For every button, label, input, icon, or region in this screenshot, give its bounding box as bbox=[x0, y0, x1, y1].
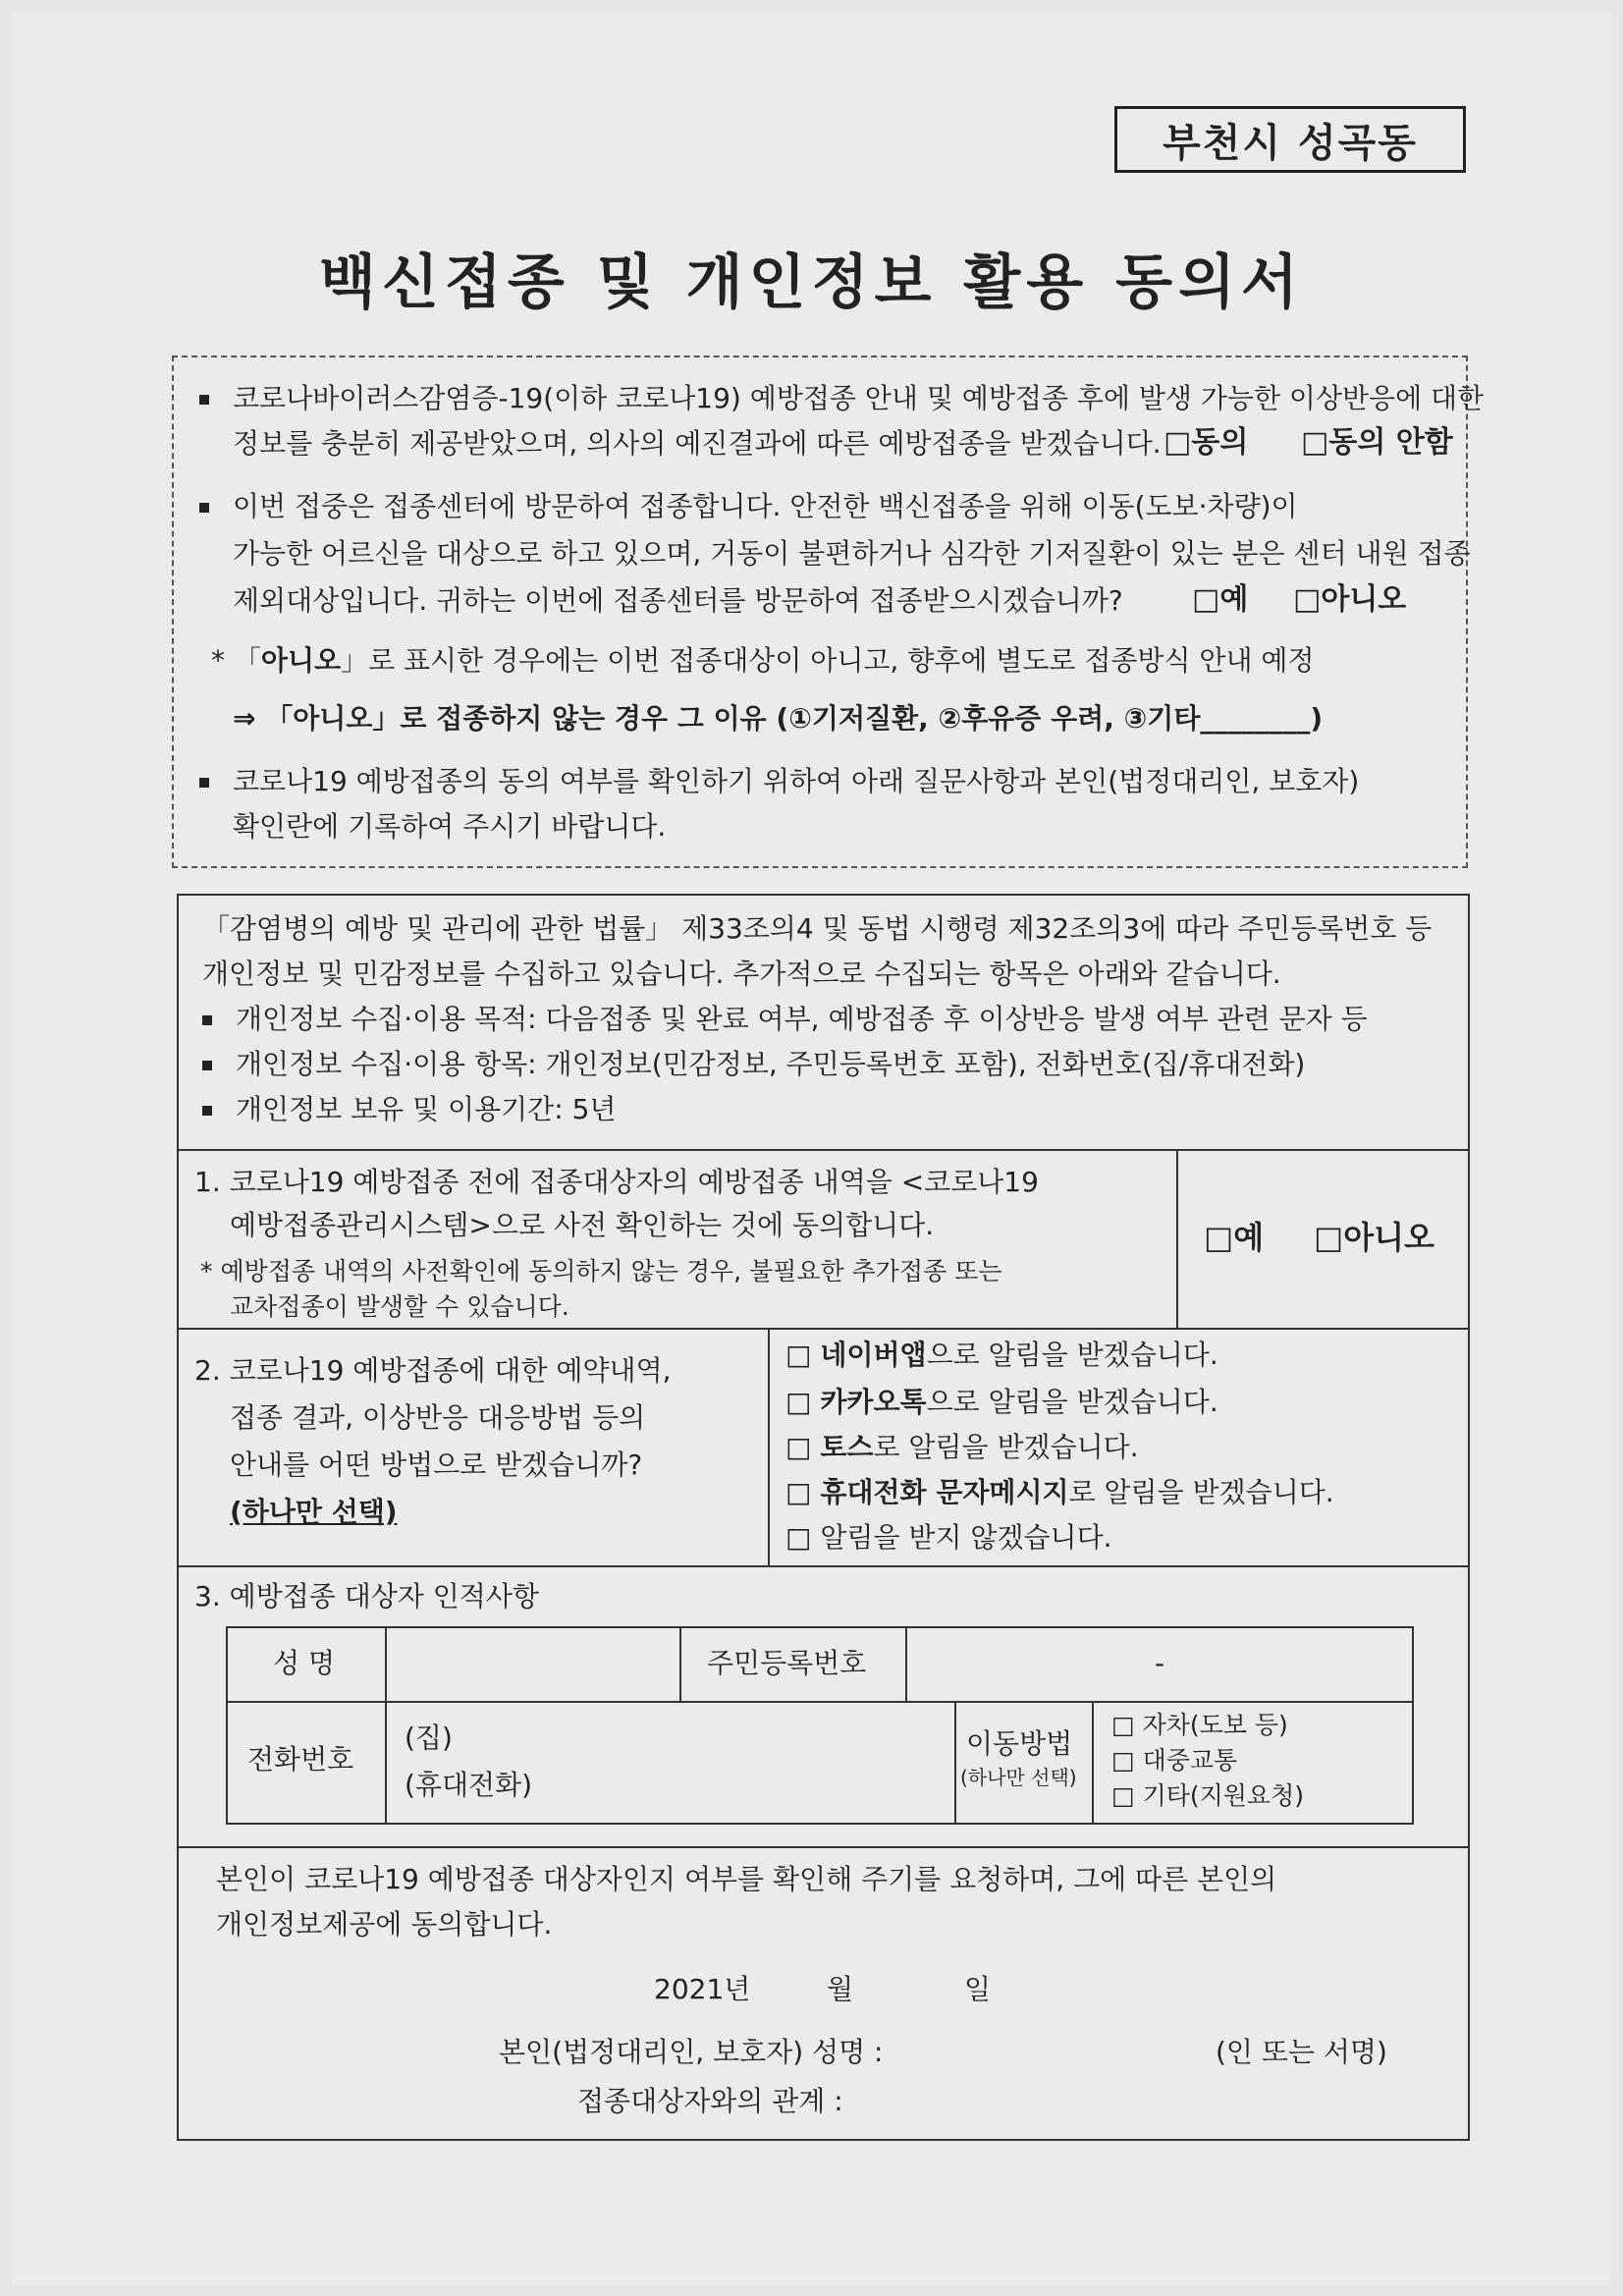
consent-line1: 본인이 코로나19 예방접종 대상자인지 여부를 확인해 주기를 요청하며, 그에 따른 본인의 bbox=[216, 1863, 1277, 1895]
consent-form bbox=[177, 894, 1470, 2141]
divider bbox=[385, 1628, 387, 1823]
visit-yes-checkbox[interactable]: □예 bbox=[1192, 582, 1249, 617]
q2-line2: 접종 결과, 이상반응 대응방법 등의 bbox=[230, 1401, 646, 1434]
q2-option-sms[interactable]: □ 휴대전화 문자메시지로 알림을 받겠습니다. bbox=[785, 1476, 1334, 1508]
move-option-transit[interactable]: □ 대중교통 bbox=[1111, 1746, 1238, 1775]
rrn-dash: - bbox=[1155, 1647, 1165, 1679]
seal-label: (인 또는 서명) bbox=[1216, 2036, 1387, 2068]
agree-checkbox[interactable]: □동의 bbox=[1163, 425, 1249, 460]
consent-month: 월 bbox=[827, 1973, 854, 2005]
consent-line2: 개인정보제공에 동의합니다. bbox=[216, 1908, 553, 1941]
notice-p1-line1: 코로나바이러스감염증-19(이하 코로나19) 예방접종 안내 및 예방접종 후에 발생 가능한 이상반응에 대한 bbox=[199, 385, 1484, 412]
region-label: 부천시 성곡동 bbox=[1114, 106, 1466, 173]
relation-label: 접종대상자와의 관계 : bbox=[577, 2085, 843, 2117]
divider bbox=[179, 1328, 1468, 1330]
notice-p2-line2: 가능한 어르신을 대상으로 하고 있으며, 거동이 불편하거나 심각한 기저질환이 있는 분은 센터 내원 접종 bbox=[233, 537, 1471, 570]
disagree-checkbox[interactable]: □동의 안함 bbox=[1301, 425, 1453, 460]
bullet-icon bbox=[199, 503, 209, 513]
q2-option-toss[interactable]: □ 토스로 알림을 받겠습니다. bbox=[785, 1431, 1139, 1463]
privacy-item3: 개인정보 보유 및 이용기간: 5년 bbox=[202, 1096, 616, 1123]
notice-reason: ⇒ 「아니오」로 접종하지 않는 경우 그 이유 (①기저질환, ②후유증 우려, ③기타________) bbox=[233, 702, 1324, 735]
bullet-icon bbox=[199, 778, 209, 788]
q2-option-naver[interactable]: □ 네이버앱으로 알림을 받겠습니다. bbox=[785, 1339, 1218, 1371]
notice-p2-line1: 이번 접중은 접종센터에 방문하여 접종합니다. 안전한 백신접종을 위해 이동(도보·차량)이 bbox=[199, 493, 1298, 520]
divider bbox=[905, 1628, 907, 1701]
bullet-icon bbox=[199, 395, 209, 405]
notice-p2-line3: 제외대상입니다. 귀하는 이번에 접종센터를 방문하여 접종받으시겠습니까? bbox=[233, 584, 1123, 617]
move-label: 이동방법 bbox=[966, 1727, 1073, 1760]
move-sublabel: (하나만 선택) bbox=[960, 1766, 1077, 1789]
consent-year: 2021년 bbox=[654, 1973, 751, 2005]
q2-option-kakao[interactable]: □ 카카오톡으로 알림을 받겠습니다. bbox=[785, 1386, 1218, 1418]
q1-note2: 교차접종이 발생할 수 있습니다. bbox=[230, 1292, 569, 1321]
phone-mobile-field[interactable]: (휴대전화) bbox=[405, 1769, 533, 1801]
q1-note1: * 예방접종 내역의 사전확인에 동의하지 않는 경우, 불필요한 추가접종 또는 bbox=[200, 1257, 1002, 1285]
move-option-car[interactable]: □ 자차(도보 등) bbox=[1111, 1711, 1288, 1739]
q1-line1: 1. 코로나19 예방접종 전에 접종대상자의 예방접종 내역을 <코로나19 bbox=[194, 1166, 1039, 1198]
q2-line4: (하나만 선택) bbox=[230, 1496, 398, 1528]
q2-line1: 2. 코로나19 예방접종에 대한 예약내역, bbox=[194, 1354, 672, 1387]
consent-day: 일 bbox=[964, 1973, 992, 2005]
notice-p1-line2: 정보를 충분히 제공받았으며, 의사의 예진결과에 따른 예방접종을 받겠습니다. bbox=[233, 427, 1162, 460]
notice-p3-line2: 확인란에 기록하여 주시기 바랍니다. bbox=[233, 810, 667, 843]
divider bbox=[768, 1328, 770, 1565]
privacy-line2: 개인정보 및 민감정보를 수집하고 있습니다. 추가적으로 수집되는 항목은 아래와 같습니다. bbox=[202, 957, 1281, 990]
phone-label: 전화번호 bbox=[247, 1743, 354, 1776]
privacy-item1: 개인정보 수집·이용 목적: 다음접종 및 완료 여부, 예방접종 후 이상반응 발생 여부 관련 문자 등 bbox=[202, 1006, 1368, 1033]
personal-info-table bbox=[226, 1626, 1414, 1825]
page-title: 백신접종 및 개인정보 활용 동의서 bbox=[319, 248, 1304, 317]
q3-title: 3. 예방접종 대상자 인적사항 bbox=[194, 1580, 539, 1613]
divider bbox=[179, 1565, 1468, 1567]
q2-option-none[interactable]: □ 알림을 받지 않겠습니다. bbox=[785, 1521, 1112, 1554]
q1-line2: 예방접종관리시스템>으로 사전 확인하는 것에 동의합니다. bbox=[230, 1209, 935, 1241]
bullet-icon bbox=[202, 1106, 212, 1116]
divider bbox=[1176, 1149, 1178, 1328]
privacy-line1: 「감염병의 예방 및 관리에 관한 법률」 제33조의4 및 동법 시행령 제32조의3에 따라 주민등록번호 등 bbox=[202, 912, 1433, 945]
notice-note: * 「아니오」로 표시한 경우에는 이번 접종대상이 아니고, 향후에 별도로 접종방식 안내 예정 bbox=[211, 644, 1315, 677]
divider bbox=[228, 1701, 1412, 1703]
divider bbox=[179, 1846, 1468, 1848]
visit-no-checkbox[interactable]: □아니오 bbox=[1293, 582, 1407, 617]
move-option-other[interactable]: □ 기타(지원요청) bbox=[1111, 1781, 1304, 1810]
privacy-item2: 개인정보 수집·이용 항목: 개인정보(민감정보, 주민등록번호 포함), 전화번호(집/휴대전화) bbox=[202, 1051, 1305, 1078]
name-label: 성 명 bbox=[273, 1647, 335, 1679]
q2-line3: 안내를 어떤 방법으로 받겠습니까? bbox=[230, 1449, 643, 1481]
divider bbox=[679, 1628, 681, 1701]
divider bbox=[954, 1701, 956, 1823]
signer-label: 본인(법정대리인, 보호자) 성명 : bbox=[499, 2036, 884, 2068]
bullet-icon bbox=[202, 1015, 212, 1025]
notice-box bbox=[172, 355, 1485, 868]
bullet-icon bbox=[202, 1061, 212, 1070]
divider bbox=[1092, 1701, 1094, 1823]
notice-p3-line1: 코로나19 예방접종의 동의 여부를 확인하기 위하여 아래 질문사항과 본인(법정대리인, 보호자) bbox=[199, 768, 1359, 795]
q1-yes-checkbox[interactable]: □예 bbox=[1204, 1219, 1265, 1256]
q1-no-checkbox[interactable]: □아니오 bbox=[1314, 1219, 1434, 1256]
divider bbox=[179, 1149, 1468, 1151]
phone-home-field[interactable]: (집) bbox=[405, 1722, 453, 1754]
rrn-label: 주민등록번호 bbox=[707, 1647, 867, 1679]
